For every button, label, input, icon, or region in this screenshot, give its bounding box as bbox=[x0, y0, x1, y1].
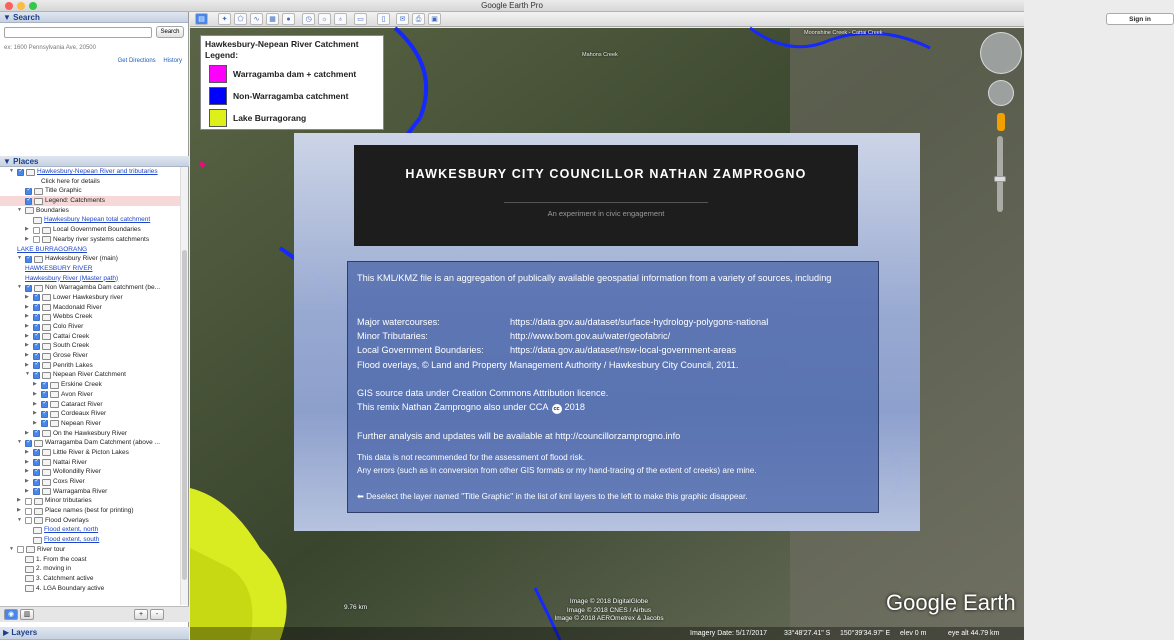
layer-checkbox[interactable] bbox=[25, 508, 32, 515]
places-tree-item[interactable] bbox=[0, 283, 180, 293]
layer-checkbox[interactable] bbox=[17, 169, 24, 176]
folder-icon bbox=[42, 372, 51, 379]
placemark-icon[interactable]: ✦ bbox=[218, 13, 231, 25]
layer-checkbox[interactable] bbox=[33, 314, 40, 321]
folder-icon bbox=[42, 294, 51, 301]
collapse-arrow-icon[interactable]: ▼ bbox=[25, 371, 30, 378]
errors-text: Any errors (such as in conversion from other GIS formats or my hand-tracing of the extent of creeks) are mine. bbox=[357, 466, 757, 475]
folder-icon bbox=[42, 488, 51, 495]
layer-checkbox[interactable] bbox=[25, 285, 32, 292]
folder-icon bbox=[42, 236, 51, 243]
folder-icon bbox=[42, 343, 51, 350]
source-label: Local Government Boundaries: bbox=[357, 345, 484, 355]
image-overlay-icon[interactable]: ▦ bbox=[266, 13, 279, 25]
places-tree-item[interactable] bbox=[0, 312, 180, 322]
places-tree-item[interactable] bbox=[0, 574, 180, 584]
places-item-label: 1. From the coast bbox=[36, 555, 87, 563]
layer-checkbox[interactable] bbox=[41, 401, 48, 408]
places-item-label: Cordeaux River bbox=[61, 410, 107, 418]
places-tree-item[interactable] bbox=[0, 555, 180, 565]
places-scrollbar-thumb[interactable] bbox=[182, 250, 187, 580]
places-item-label: Nepean River bbox=[61, 419, 101, 427]
folder-icon bbox=[33, 217, 42, 224]
sidebar-icon[interactable]: ▯ bbox=[377, 13, 390, 25]
earth-view-icon[interactable]: ◉ bbox=[4, 609, 18, 620]
folder-icon bbox=[34, 498, 43, 505]
places-tree-item[interactable] bbox=[0, 535, 180, 545]
folder-icon bbox=[26, 546, 35, 553]
places-item-label: Penrith Lakes bbox=[53, 361, 93, 369]
places-item-label: Click here for details bbox=[41, 177, 100, 185]
expand-arrow-icon[interactable]: ▶ bbox=[25, 226, 29, 233]
intro-text: This KML/KMZ file is an aggregation of publically available geospatial information from a variety of sources, including bbox=[357, 273, 832, 283]
layer-checkbox[interactable] bbox=[33, 479, 40, 486]
expand-arrow-icon[interactable]: ▶ bbox=[25, 332, 29, 339]
status-bar bbox=[190, 627, 1024, 640]
folder-icon bbox=[50, 391, 59, 398]
sidebar-toggle-icon[interactable]: ▥ bbox=[20, 609, 34, 620]
places-item-label: 2. moving in bbox=[36, 565, 72, 573]
places-tree-item[interactable] bbox=[0, 215, 180, 225]
polygon-icon[interactable]: ⬠ bbox=[234, 13, 247, 25]
places-tree-item[interactable] bbox=[0, 545, 180, 555]
elevation-readout: elev 0 m bbox=[900, 630, 927, 637]
expand-arrow-icon[interactable]: ▶ bbox=[25, 487, 29, 494]
places-item-label: Avon River bbox=[61, 390, 93, 398]
window-titlebar bbox=[0, 0, 1024, 12]
layer-checkbox[interactable] bbox=[33, 362, 40, 369]
expand-arrow-icon[interactable]: ▶ bbox=[25, 361, 29, 368]
latitude-readout: 33°48'27.41" S bbox=[784, 630, 831, 637]
zoom-slider-thumb[interactable] bbox=[994, 176, 1006, 182]
places-item-label: Hawkesbury Nepean total catchment bbox=[44, 216, 151, 224]
folder-icon bbox=[34, 256, 43, 263]
legend-label: Non-Warragamba catchment bbox=[233, 91, 349, 101]
collapse-arrow-icon[interactable]: ▼ bbox=[17, 284, 22, 291]
layer-checkbox[interactable] bbox=[33, 449, 40, 456]
expand-arrow-icon[interactable]: ▶ bbox=[17, 497, 21, 504]
folder-icon bbox=[34, 517, 43, 524]
places-item-label: Minor tributaries bbox=[45, 497, 92, 505]
legend-swatch-non-warragamba bbox=[209, 87, 227, 105]
scale-legend: 9.76 km bbox=[344, 604, 368, 611]
email-icon[interactable]: ✉ bbox=[396, 13, 409, 25]
title-divider bbox=[504, 202, 708, 203]
places-tree-item[interactable] bbox=[0, 400, 180, 410]
folder-icon bbox=[34, 508, 43, 515]
layer-checkbox[interactable] bbox=[33, 469, 40, 476]
imagery-copyright: Image © 2018 DigitalGlobe Image © 2018 CNES / Airbus Image © 2018 AEROmetrex & Jacobs bbox=[554, 598, 664, 622]
source-label: Minor Tributaries: bbox=[357, 331, 428, 341]
places-item-label: Nattai River bbox=[53, 458, 87, 466]
places-tree-item[interactable] bbox=[0, 467, 180, 477]
places-tree-item[interactable] bbox=[0, 564, 180, 574]
planets-icon[interactable]: ♁ bbox=[334, 13, 347, 25]
expand-arrow-icon[interactable]: ▶ bbox=[25, 235, 29, 242]
further-text: Further analysis and updates will be available at http://councillorzamprogno.info bbox=[357, 431, 681, 441]
look-navigation-control[interactable] bbox=[980, 32, 1022, 74]
folder-icon bbox=[34, 285, 43, 292]
places-tree-item[interactable] bbox=[0, 487, 180, 497]
expand-arrow-icon[interactable]: ▶ bbox=[33, 390, 37, 397]
collapse-arrow-icon[interactable]: ▼ bbox=[9, 168, 14, 174]
layer-checkbox[interactable] bbox=[33, 353, 40, 360]
layer-checkbox[interactable] bbox=[25, 256, 32, 263]
places-tree-item[interactable] bbox=[0, 370, 180, 380]
overlay-subtitle: An experiment in civic engagement bbox=[547, 209, 665, 218]
places-tree-item[interactable] bbox=[0, 196, 180, 206]
places-tree-item[interactable] bbox=[0, 167, 180, 177]
expand-arrow-icon[interactable]: ▶ bbox=[33, 400, 37, 407]
legend-subtitle: Legend: bbox=[205, 50, 239, 60]
places-panel-header[interactable]: ▼ Places bbox=[0, 156, 189, 167]
move-navigation-control[interactable] bbox=[988, 80, 1014, 106]
folder-icon bbox=[42, 479, 51, 486]
hide-sidebar-icon[interactable]: ▤ bbox=[195, 13, 208, 25]
zoom-slider[interactable] bbox=[997, 136, 1003, 212]
places-tree-item[interactable] bbox=[0, 419, 180, 429]
sunlight-icon[interactable]: ☼ bbox=[318, 13, 331, 25]
places-item-label: South Creek bbox=[53, 342, 90, 350]
folder-icon bbox=[42, 333, 51, 340]
folder-icon bbox=[25, 207, 34, 214]
places-scrollbar[interactable] bbox=[180, 167, 188, 605]
layer-checkbox[interactable] bbox=[33, 236, 40, 243]
map-legend bbox=[200, 35, 384, 130]
layer-checkbox[interactable] bbox=[25, 440, 32, 447]
toolbar bbox=[190, 12, 1151, 27]
places-tree-item[interactable] bbox=[0, 225, 180, 235]
legend-label: Warragamba dam + catchment bbox=[233, 69, 357, 79]
folder-icon bbox=[34, 440, 43, 447]
search-input[interactable] bbox=[4, 27, 152, 38]
layer-checkbox[interactable] bbox=[25, 198, 32, 205]
places-tree-item[interactable] bbox=[0, 448, 180, 458]
folder-icon bbox=[42, 353, 51, 360]
licence-text: GIS source data under Creation Commons Attribution licence. bbox=[357, 388, 609, 398]
folder-icon bbox=[33, 537, 42, 544]
place-label: Moonshine Creek - Cattai Creek bbox=[804, 30, 883, 36]
layer-checkbox[interactable] bbox=[25, 517, 32, 524]
places-item-label: LAKE BURRAGORANG bbox=[17, 245, 88, 253]
source-url: http://www.bom.gov.au/water/geofabric/ bbox=[510, 331, 671, 341]
places-item-label: Webbs Creek bbox=[53, 313, 93, 321]
layer-checkbox[interactable] bbox=[33, 459, 40, 466]
add-place-button[interactable]: + bbox=[134, 609, 148, 620]
places-tree-item[interactable] bbox=[0, 496, 180, 506]
places-tree-item[interactable] bbox=[0, 584, 180, 594]
places-bottom-bar bbox=[0, 606, 189, 622]
folder-icon bbox=[34, 188, 43, 195]
expand-arrow-icon[interactable]: ▶ bbox=[33, 410, 37, 417]
layer-checkbox[interactable] bbox=[33, 324, 40, 331]
places-tree-item[interactable] bbox=[0, 206, 180, 216]
places-item-label: On the Hawkesbury River bbox=[53, 429, 128, 437]
legend-title: Hawkesbury-Nepean River Catchment bbox=[205, 39, 359, 49]
places-item-label: Nepean River Catchment bbox=[53, 371, 126, 379]
places-item-label: HAWKESBURY RIVER bbox=[25, 264, 93, 272]
expand-arrow-icon[interactable]: ▶ bbox=[25, 313, 29, 320]
expand-arrow-icon[interactable]: ▶ bbox=[25, 468, 29, 475]
search-row bbox=[0, 23, 188, 41]
source-url: https://data.gov.au/dataset/surface-hydrology-polygons-national bbox=[510, 317, 769, 327]
search-hint: ex: 1600 Pennsylvania Ave, 20500 bbox=[4, 45, 96, 51]
folder-icon bbox=[50, 382, 59, 389]
expand-arrow-icon[interactable]: ▶ bbox=[25, 448, 29, 455]
places-item-label: Little River & Picton Lakes bbox=[53, 448, 129, 456]
places-item-label: Coxs River bbox=[53, 478, 85, 485]
places-tree-item[interactable] bbox=[0, 390, 180, 400]
places-tree-item[interactable] bbox=[0, 351, 180, 361]
places-tree-item[interactable] bbox=[0, 303, 180, 313]
collapse-arrow-icon[interactable]: ▼ bbox=[17, 516, 22, 523]
places-item-label: Flood extent, north bbox=[44, 526, 99, 534]
search-button[interactable]: Search bbox=[156, 26, 184, 38]
layer-checkbox[interactable] bbox=[33, 304, 40, 311]
places-item-label: Hawkesbury-Nepean River and tributaries bbox=[37, 168, 158, 175]
places-item-label: River tour bbox=[37, 545, 66, 553]
places-item-label: Title Graphic bbox=[45, 187, 82, 195]
expand-arrow-icon[interactable]: ▶ bbox=[25, 429, 29, 436]
expand-arrow-icon[interactable]: ▶ bbox=[25, 342, 29, 349]
places-tree-item[interactable] bbox=[0, 235, 180, 245]
expand-arrow-icon[interactable]: ▶ bbox=[25, 293, 29, 300]
places-item-label: Erskine Creek bbox=[61, 381, 102, 389]
places-tree-item[interactable] bbox=[0, 264, 180, 274]
deselect-instruction: ⬅ Deselect the layer named "Title Graphic" in the list of kml layers to the left to make this graphic disappear. bbox=[357, 492, 748, 501]
source-label: Major watercourses: bbox=[357, 317, 440, 327]
folder-icon bbox=[42, 304, 51, 311]
expand-arrow-icon[interactable]: ▶ bbox=[25, 323, 29, 329]
places-item-label: Wollondilly River bbox=[53, 468, 101, 476]
places-tree-item[interactable] bbox=[0, 438, 180, 448]
folder-icon bbox=[42, 324, 51, 331]
places-tree bbox=[0, 167, 180, 605]
folder-icon bbox=[42, 449, 51, 456]
search-panel-header[interactable]: ▼ Search bbox=[0, 12, 188, 23]
search-links bbox=[112, 58, 182, 64]
path-icon[interactable]: ∿ bbox=[250, 13, 263, 25]
get-directions-link[interactable]: Get Directions bbox=[117, 58, 156, 64]
layer-checkbox[interactable] bbox=[33, 343, 40, 350]
collapse-arrow-icon[interactable]: ▼ bbox=[17, 439, 22, 446]
expand-arrow-icon[interactable]: ▶ bbox=[33, 381, 37, 388]
place-label: Mahons Creek bbox=[582, 52, 618, 58]
places-item-label: Grose River bbox=[53, 352, 88, 360]
save-image-icon[interactable]: ▣ bbox=[428, 13, 441, 25]
places-item-label: Boundaries bbox=[36, 206, 69, 214]
legend-swatch-burragorang bbox=[209, 109, 227, 127]
minimize-window-button[interactable] bbox=[17, 2, 25, 10]
ruler-icon[interactable]: ▭ bbox=[354, 13, 367, 25]
remix-text: This remix Nathan Zamprogno also under CCA cc 2018 bbox=[357, 402, 585, 412]
layer-checkbox[interactable] bbox=[25, 188, 32, 195]
close-window-button[interactable] bbox=[5, 2, 13, 10]
remove-place-button[interactable]: - bbox=[150, 609, 164, 620]
places-item-label: Colo River bbox=[53, 323, 84, 330]
layer-checkbox[interactable] bbox=[33, 488, 40, 495]
folder-icon bbox=[34, 198, 43, 205]
longitude-readout: 150°39'34.97" E bbox=[840, 630, 891, 637]
sign-in-button[interactable]: Sign in bbox=[1106, 13, 1174, 25]
places-tree-item[interactable] bbox=[0, 380, 180, 390]
expand-arrow-icon[interactable]: ▶ bbox=[25, 303, 29, 310]
folder-icon bbox=[42, 459, 51, 466]
places-item-label: Flood Overlays bbox=[45, 516, 89, 524]
window-title: Google Earth Pro bbox=[481, 1, 543, 10]
places-tree-item[interactable] bbox=[0, 409, 180, 419]
expand-arrow-icon[interactable]: ▶ bbox=[25, 352, 29, 359]
places-tree-item[interactable] bbox=[0, 458, 180, 468]
places-tree-item[interactable] bbox=[0, 361, 180, 371]
overlay-title: HAWKESBURY CITY COUNCILLOR NATHAN ZAMPROGNO bbox=[405, 167, 807, 181]
expand-arrow-icon[interactable]: ▶ bbox=[17, 507, 21, 514]
folder-icon bbox=[42, 227, 51, 234]
layer-checkbox[interactable] bbox=[33, 294, 40, 301]
places-item-label: 4. LGA Boundary active bbox=[36, 584, 105, 592]
collapse-arrow-icon[interactable]: ▼ bbox=[9, 545, 14, 552]
layer-checkbox[interactable] bbox=[41, 391, 48, 398]
places-tree-item[interactable] bbox=[0, 506, 180, 516]
layer-checkbox[interactable] bbox=[33, 333, 40, 340]
historical-imagery-icon[interactable]: ◷ bbox=[302, 13, 315, 25]
creative-commons-icon: cc bbox=[553, 406, 560, 412]
places-item-label: Lower Hawkesbury river bbox=[53, 293, 123, 301]
folder-icon bbox=[50, 411, 59, 418]
expand-arrow-icon[interactable]: ▶ bbox=[33, 419, 37, 426]
places-item-label: Hawkesbury River (main) bbox=[45, 255, 118, 263]
places-item-label: Cataract River bbox=[61, 400, 103, 408]
layer-checkbox[interactable] bbox=[41, 382, 48, 389]
places-item-label: Non Warragamba Dam catchment (be... bbox=[45, 284, 160, 292]
collapse-arrow-icon[interactable]: ▼ bbox=[17, 206, 22, 213]
places-tree-item[interactable] bbox=[0, 525, 180, 535]
flood-credit: Flood overlays, © Land and Property Management Authority / Hawkesbury City Council, 2011. bbox=[357, 360, 739, 370]
folder-icon bbox=[50, 420, 59, 427]
places-item-label: Local Government Boundaries bbox=[53, 226, 141, 234]
layer-checkbox[interactable] bbox=[17, 546, 24, 553]
places-item-label: Warragamba River bbox=[53, 487, 108, 495]
places-item-label: Hawkesbury River (Master path) bbox=[25, 274, 119, 282]
places-item-label: Cattai Creek bbox=[53, 332, 90, 340]
layer-checkbox[interactable] bbox=[25, 498, 32, 505]
folder-icon bbox=[42, 314, 51, 321]
layer-checkbox[interactable] bbox=[33, 227, 40, 234]
collapse-arrow-icon[interactable]: ▼ bbox=[17, 255, 22, 262]
expand-arrow-icon[interactable]: ▶ bbox=[25, 478, 29, 484]
places-tree-item[interactable] bbox=[0, 293, 180, 303]
folder-icon bbox=[25, 575, 34, 582]
places-tree-item[interactable] bbox=[0, 254, 180, 264]
legend-label: Lake Burragorang bbox=[233, 113, 307, 123]
print-icon[interactable]: ⎙ bbox=[412, 13, 425, 25]
places-tree-item[interactable] bbox=[0, 332, 180, 342]
info-box bbox=[347, 261, 879, 513]
places-item-label: Place names (best for printing) bbox=[45, 507, 134, 515]
places-item-label: Nearby river systems catchments bbox=[53, 235, 150, 243]
eye-altitude-readout: eye alt 44.79 km bbox=[948, 630, 1000, 637]
folder-icon bbox=[26, 169, 35, 176]
folder-icon bbox=[25, 556, 34, 563]
places-tree-item[interactable] bbox=[0, 322, 180, 332]
layer-checkbox[interactable] bbox=[41, 411, 48, 418]
zoom-window-button[interactable] bbox=[29, 2, 37, 10]
places-item-label: Legend: Catchments bbox=[45, 197, 105, 205]
folder-icon bbox=[42, 430, 51, 437]
folder-icon bbox=[42, 362, 51, 369]
places-tree-item[interactable] bbox=[0, 516, 180, 526]
places-item-label: Macdonald River bbox=[53, 303, 102, 311]
places-tree-item[interactable] bbox=[0, 477, 180, 487]
folder-icon bbox=[33, 527, 42, 534]
places-item-label: Warragamba Dam Catchment (above ... bbox=[45, 439, 160, 447]
warning-text: This data is not recommended for the assessment of flood risk. bbox=[357, 453, 585, 462]
record-tour-icon[interactable]: ● bbox=[282, 13, 295, 25]
places-item-label: Flood extent, south bbox=[44, 536, 100, 544]
expand-arrow-icon[interactable]: ▶ bbox=[25, 458, 29, 465]
folder-icon bbox=[25, 566, 34, 573]
street-view-pegman-icon[interactable] bbox=[997, 113, 1005, 131]
folder-icon bbox=[25, 585, 34, 592]
legend-swatch-warragamba bbox=[209, 65, 227, 83]
title-box bbox=[354, 145, 858, 246]
history-link[interactable]: History bbox=[163, 58, 182, 64]
source-url: https://data.gov.au/dataset/nsw-local-government-areas bbox=[510, 345, 737, 355]
folder-icon bbox=[42, 469, 51, 476]
layer-checkbox[interactable] bbox=[41, 420, 48, 427]
layers-panel-header[interactable]: ▶ Layers bbox=[0, 627, 189, 640]
layer-checkbox[interactable] bbox=[33, 372, 40, 379]
places-tree-item[interactable] bbox=[0, 341, 180, 351]
google-earth-logo: Google Earth bbox=[886, 590, 1016, 615]
places-item-label: 3. Catchment active bbox=[36, 574, 94, 582]
imagery-date: Imagery Date: 5/17/2017 bbox=[690, 630, 768, 637]
folder-icon bbox=[50, 401, 59, 408]
layer-checkbox[interactable] bbox=[33, 430, 40, 437]
